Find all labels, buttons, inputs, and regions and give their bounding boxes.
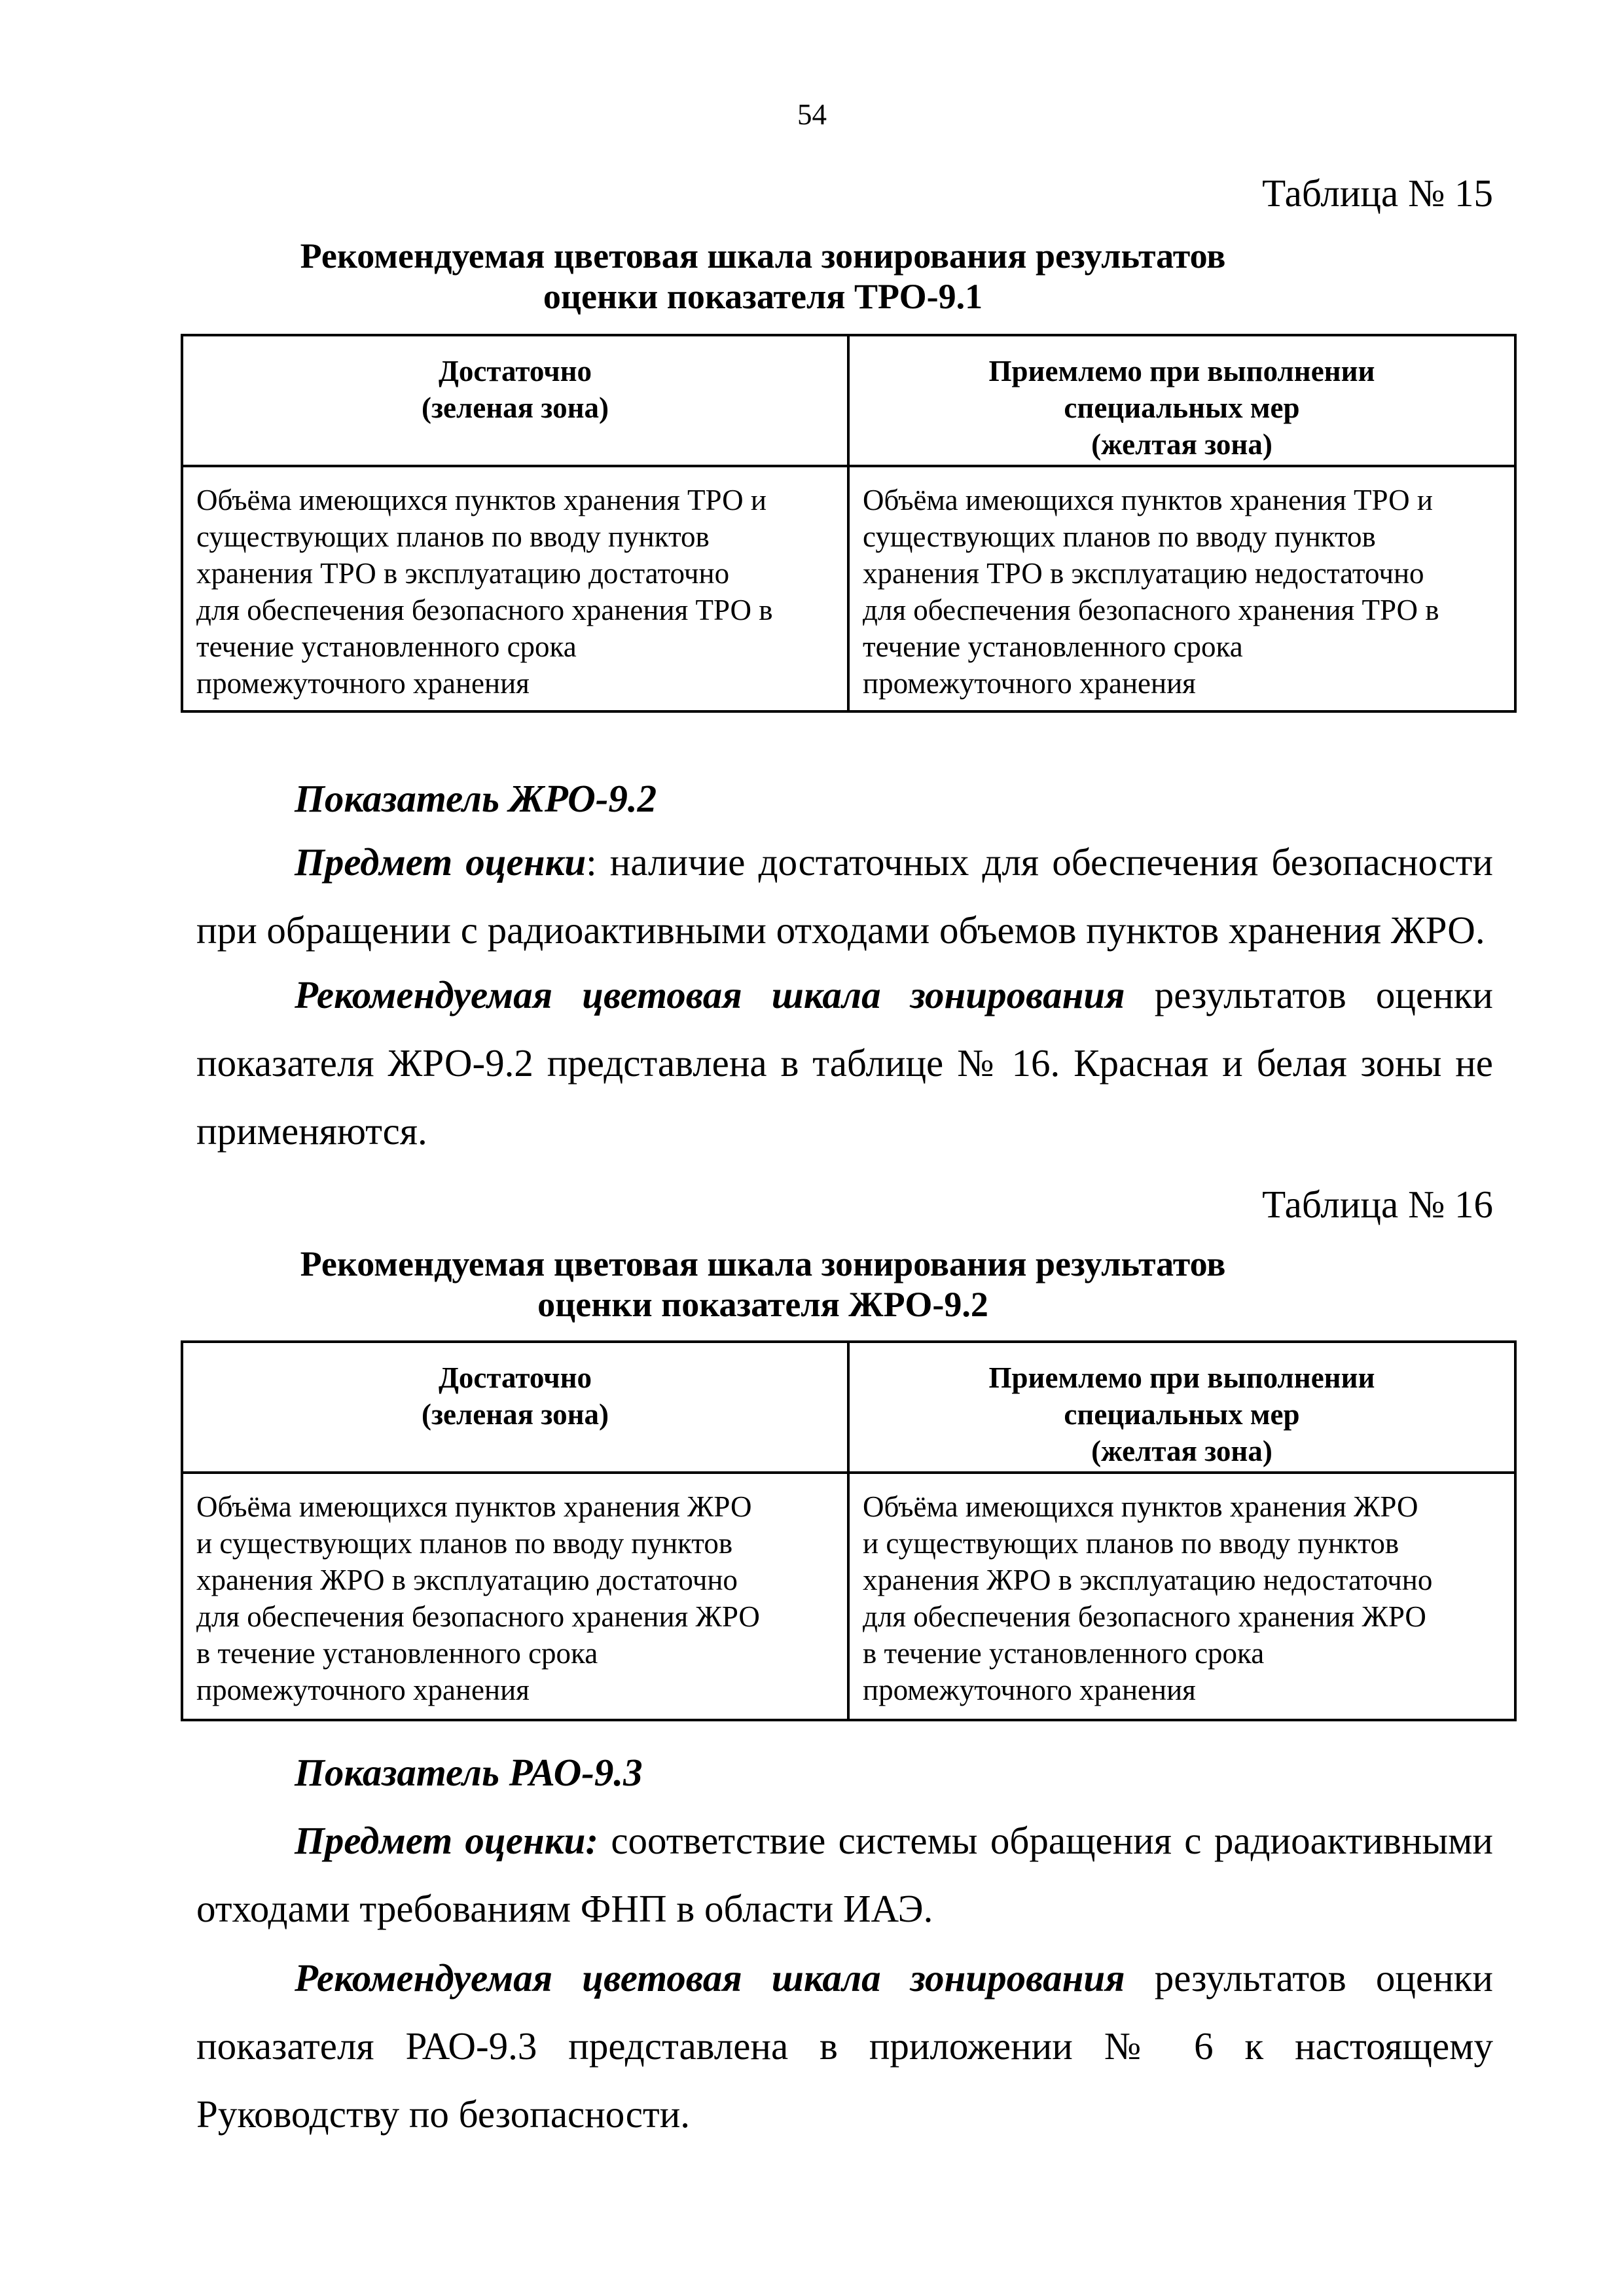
header-green-zone <box>182 1342 848 1473</box>
paragraph-text: результатов оценки <box>1125 1956 1494 2000</box>
table-16-caption: Таблица № 16 <box>1262 1183 1493 1226</box>
paragraph-text: соответствие системы обращения с радиоактивными <box>598 1819 1494 1862</box>
section-heading-rao: Показатель РАО-9.3 <box>295 1751 643 1794</box>
header-line: Достаточно <box>438 355 592 387</box>
page-number: 54 <box>797 98 827 131</box>
header-yellow-zone <box>848 335 1515 466</box>
cell-green-zone <box>182 1473 848 1720</box>
header-line: (желтая зона) <box>1091 1435 1272 1467</box>
cell-line: Объёма имеющихся пунктов хранения ЖРО <box>196 1490 752 1523</box>
paragraph-line: показателя РАО-9.3 представлена в приложении № 6 к настоящему <box>196 2024 1493 2068</box>
table-16-title-line: оценки показателя ЖРО-9.2 <box>537 1285 988 1324</box>
header-line: (желтая зона) <box>1091 428 1272 461</box>
header-line: (зеленая зона) <box>421 391 609 424</box>
cell-yellow-zone <box>848 466 1515 711</box>
table-16 <box>181 1340 1517 1721</box>
paragraph-line: отходами требованиям ФНП в области ИАЭ. <box>196 1887 933 1930</box>
header-line: Приемлемо при выполнении <box>988 1361 1375 1394</box>
cell-line: Объёма имеющихся пунктов хранения ТРО и <box>196 484 767 516</box>
scale-label: Рекомендуемая цветовая шкала зонирования <box>295 973 1125 1016</box>
cell-line: течение установленного срока <box>196 630 577 663</box>
subject-label: Предмет оценки <box>295 840 586 884</box>
cell-line: хранения ЖРО в эксплуатацию недостаточно <box>863 1564 1433 1596</box>
cell-line: Объёма имеющихся пунктов хранения ТРО и <box>863 484 1433 516</box>
section-heading-zro: Показатель ЖРО-9.2 <box>295 777 657 820</box>
cell-line: в течение установленного срока <box>863 1637 1265 1670</box>
table-15-title-line: оценки показателя ТРО-9.1 <box>543 277 983 316</box>
cell-line: промежуточного хранения <box>863 1674 1196 1706</box>
cell-line: и существующих планов по вводу пунктов <box>196 1527 733 1560</box>
cell-line: для обеспечения безопасного хранения ЖРО <box>863 1600 1426 1633</box>
cell-yellow-zone <box>848 1473 1515 1720</box>
table-15 <box>181 334 1517 713</box>
cell-line: Объёма имеющихся пунктов хранения ЖРО <box>863 1490 1418 1523</box>
cell-line: хранения ТРО в эксплуатацию недостаточно <box>863 557 1424 590</box>
cell-line: в течение установленного срока <box>196 1637 598 1670</box>
paragraph-text: результатов оценки <box>1125 973 1494 1016</box>
header-line: Достаточно <box>438 1361 592 1394</box>
paragraph-line <box>196 828 1493 896</box>
paragraph-line: при обращении с радиоактивными отходами объемов пунктов хранения ЖРО. <box>196 908 1485 952</box>
paragraph-line <box>196 1944 1493 2012</box>
cell-line: существующих планов по вводу пунктов <box>863 520 1376 553</box>
paragraph-scale-rao <box>196 1944 1493 2148</box>
table-row <box>182 1473 1515 1720</box>
table-16-title-line: Рекомендуемая цветовая шкала зонирования результатов <box>300 1244 1226 1283</box>
paragraph-line <box>196 1806 1493 1874</box>
paragraph-line: Руководству по безопасности. <box>196 2092 691 2136</box>
cell-line: промежуточного хранения <box>196 667 530 700</box>
cell-line: промежуточного хранения <box>196 1674 530 1706</box>
cell-line: и существующих планов по вводу пунктов <box>863 1527 1399 1560</box>
paragraph-line <box>196 961 1493 1029</box>
cell-line: для обеспечения безопасного хранения ЖРО <box>196 1600 760 1633</box>
table-15-caption: Таблица № 15 <box>1262 171 1493 215</box>
paragraph-subject-zro <box>196 828 1493 964</box>
header-green-zone <box>182 335 848 466</box>
cell-line: для обеспечения безопасного хранения ТРО в <box>863 594 1439 626</box>
header-yellow-zone <box>848 1342 1515 1473</box>
cell-line: течение установленного срока <box>863 630 1243 663</box>
cell-line: промежуточного хранения <box>863 667 1196 700</box>
paragraph-scale-zro <box>196 961 1493 1165</box>
header-line: специальных мер <box>1064 1398 1300 1431</box>
table-16-title <box>180 1244 1346 1325</box>
cell-line: хранения ТРО в эксплуатацию достаточно <box>196 557 730 590</box>
header-line: специальных мер <box>1064 391 1300 424</box>
table-header-row <box>182 1342 1515 1473</box>
subject-label: Предмет оценки: <box>295 1819 599 1862</box>
cell-line: существующих планов по вводу пунктов <box>196 520 710 553</box>
scale-label: Рекомендуемая цветовая шкала зонирования <box>295 1956 1125 2000</box>
table-row <box>182 466 1515 711</box>
header-line: (зеленая зона) <box>421 1398 609 1431</box>
table-15-title-line: Рекомендуемая цветовая шкала зонирования результатов <box>300 236 1226 276</box>
cell-green-zone <box>182 466 848 711</box>
cell-line: хранения ЖРО в эксплуатацию достаточно <box>196 1564 738 1596</box>
paragraph-line: показателя ЖРО-9.2 представлена в таблице № 16. Красная и белая зоны не <box>196 1041 1493 1085</box>
paragraph-text: : наличие достаточных для обеспечения безопасности <box>586 840 1494 884</box>
paragraph-line: применяются. <box>196 1109 427 1153</box>
table-header-row <box>182 335 1515 466</box>
header-line: Приемлемо при выполнении <box>988 355 1375 387</box>
paragraph-subject-rao <box>196 1806 1493 1943</box>
table-15-title <box>180 236 1346 317</box>
cell-line: для обеспечения безопасного хранения ТРО в <box>196 594 773 626</box>
